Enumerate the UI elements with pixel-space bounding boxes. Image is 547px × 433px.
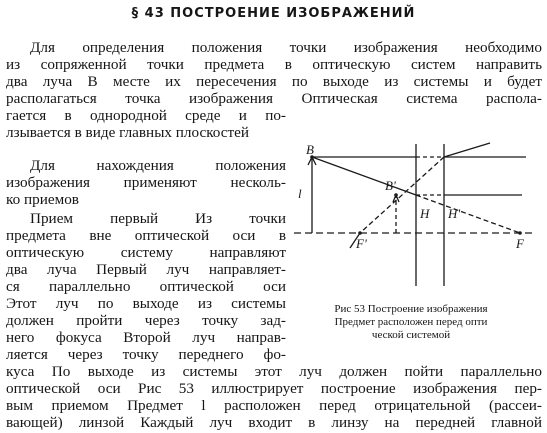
text-line: гается в однородной среде и по- xyxy=(6,107,286,124)
text-line: Прием первый Из точки xyxy=(30,210,286,227)
text-line: куса По выходе из системы этот луч должен пойти параллельно xyxy=(6,363,542,380)
label-f-prime: F' xyxy=(356,236,367,251)
text-line: изображения применяют несколь- xyxy=(6,174,286,191)
text-line: два луча Первый луч направляет- xyxy=(6,261,286,278)
text-line: вающей) линзой Каждый луч входит в линзу на передней главной xyxy=(6,414,542,431)
figure-53-diagram xyxy=(290,140,540,290)
text-line: ся параллельно оптической оси xyxy=(6,278,286,295)
text-line: ляется через точку переднего фо- xyxy=(6,346,286,363)
section-heading: § 43 ПОСТРОЕНИЕ ИЗОБРАЖЕНИЙ xyxy=(131,6,416,21)
label-h-prime: H' xyxy=(448,206,461,221)
text-line: оптическую систему направляют xyxy=(6,244,286,261)
label-b-prime: B' xyxy=(385,178,396,193)
text-line: из сопряженной точки предмета в оптическую систем направить xyxy=(6,56,542,73)
text-line: располагаться точка изображения Оптическая система распола- xyxy=(6,90,542,107)
text-line: два луча В месте их пересечения по выходе из системы и будет xyxy=(6,73,542,90)
label-l: l xyxy=(298,186,302,201)
label-h: H xyxy=(420,206,430,221)
caption-line: Предмет расположен перед опти xyxy=(334,316,488,328)
text-line: ко приемов xyxy=(6,191,79,208)
text-line: Для определения положения точки изображения необходимо xyxy=(30,39,542,56)
text-line: вым приемом Предмет l расположен перед отрицательной (рассеи- xyxy=(6,397,542,414)
text-line: должен пройти через точку зад- xyxy=(6,312,286,329)
text-line: лзывается в виде главных плоскостей xyxy=(6,124,250,141)
text-line: предмета вне оптической оси в xyxy=(6,227,286,244)
label-b: B xyxy=(306,142,314,157)
label-f: F xyxy=(516,236,524,251)
caption-line: ческой системой xyxy=(371,329,451,341)
text-line: оптической оси Рис 53 иллюстрирует построение изображения пер- xyxy=(6,380,542,397)
text-line: Для нахождения положения xyxy=(30,157,286,174)
text-line: него фокуса Второй луч направ- xyxy=(6,329,286,346)
text-line: Этот луч по выходе из системы xyxy=(6,295,286,312)
caption-line: Рис 53 Построение изображения xyxy=(334,303,488,315)
